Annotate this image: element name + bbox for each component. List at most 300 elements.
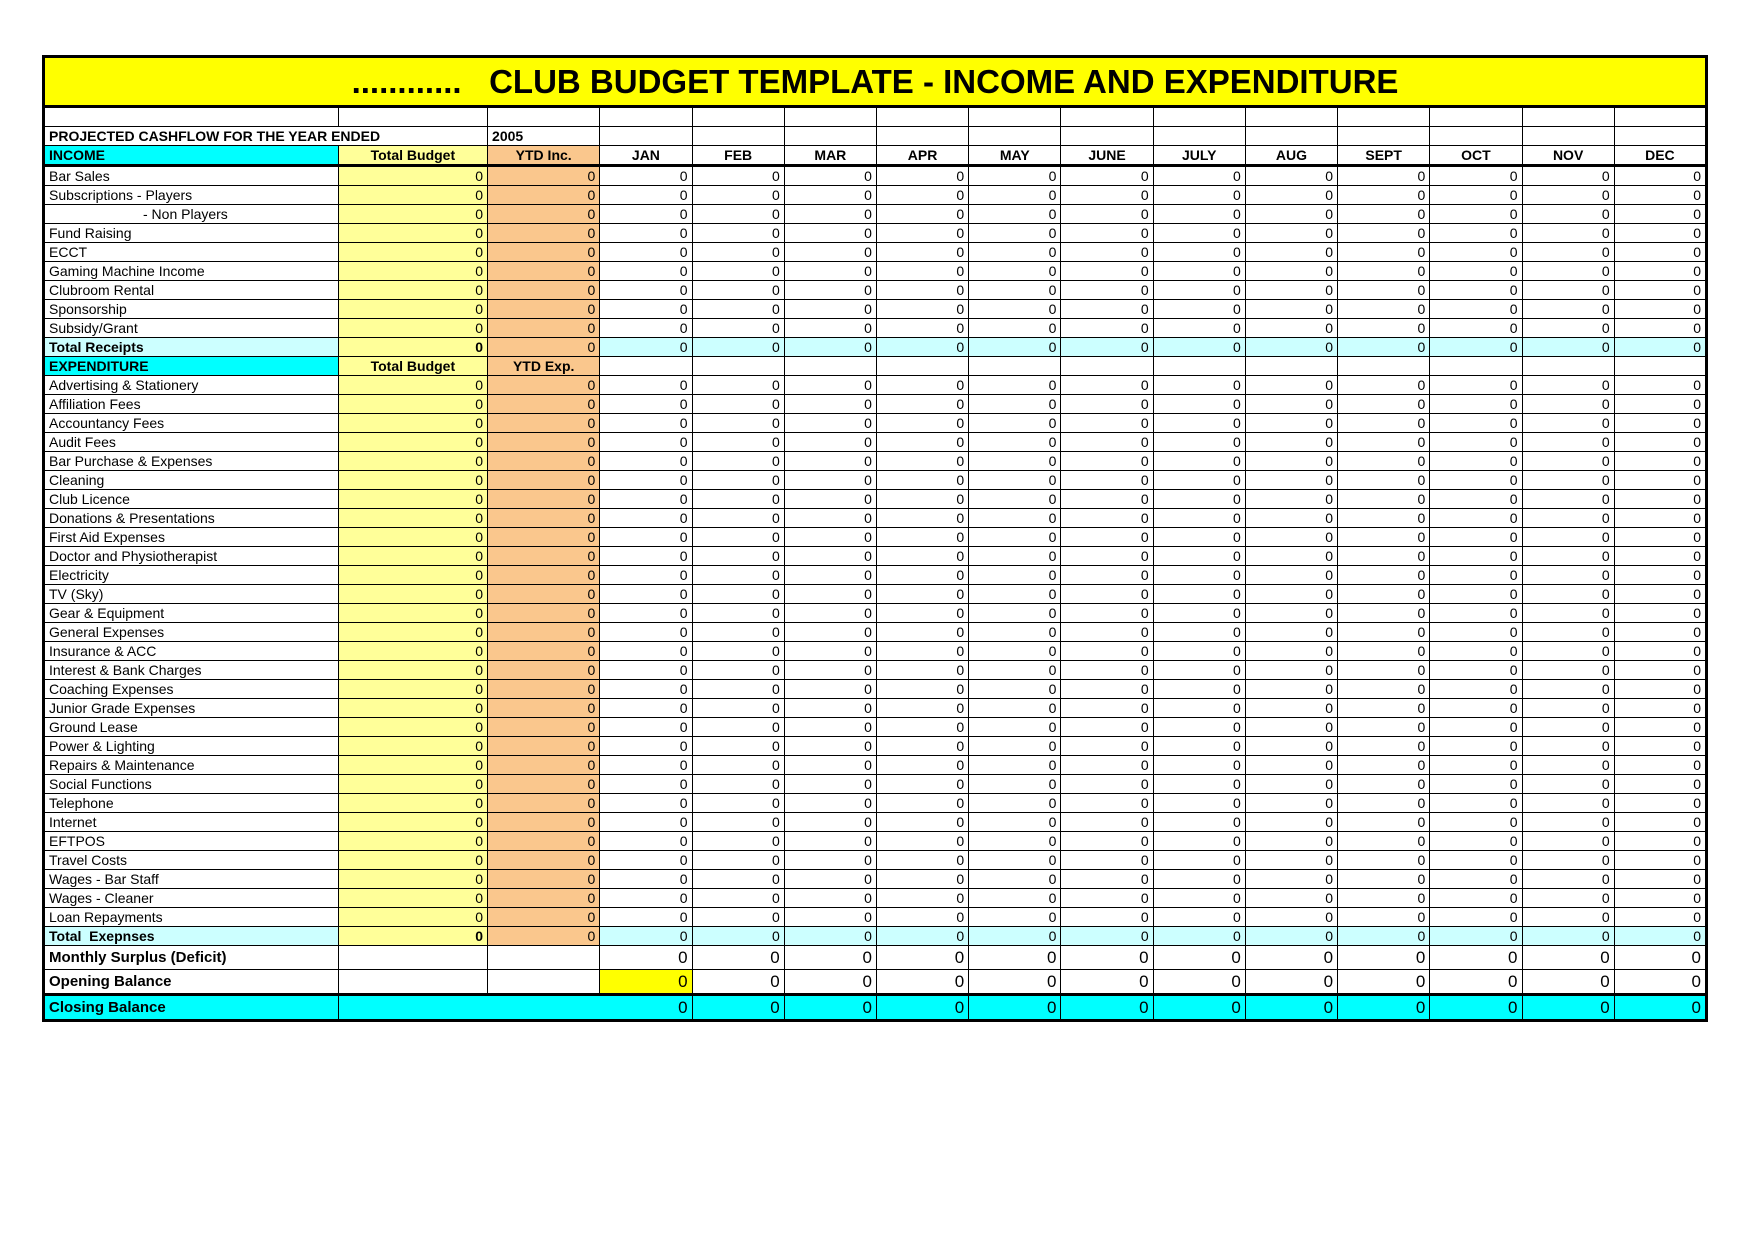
month-cell[interactable]: 0 xyxy=(1614,547,1706,566)
empty-cell[interactable] xyxy=(876,127,968,146)
month-cell[interactable]: 0 xyxy=(1430,775,1522,794)
month-cell[interactable]: 0 xyxy=(692,775,784,794)
month-cell[interactable]: 0 xyxy=(1338,281,1430,300)
budget-cell[interactable]: 0 xyxy=(338,737,487,756)
month-cell[interactable]: 0 xyxy=(600,243,692,262)
month-cell[interactable]: 0 xyxy=(692,452,784,471)
budget-cell[interactable]: 0 xyxy=(338,471,487,490)
empty-cell[interactable] xyxy=(969,357,1061,376)
month-cell[interactable]: 0 xyxy=(876,604,968,623)
month-cell[interactable]: 0 xyxy=(1430,300,1522,319)
month-header-may[interactable]: MAY xyxy=(969,146,1061,166)
month-cell[interactable]: 0 xyxy=(1153,528,1245,547)
budget-cell[interactable]: 0 xyxy=(338,623,487,642)
month-cell[interactable]: 0 xyxy=(1430,414,1522,433)
month-cell[interactable]: 0 xyxy=(1245,889,1337,908)
month-cell[interactable]: 0 xyxy=(1061,756,1153,775)
month-cell[interactable]: 0 xyxy=(1430,870,1522,889)
month-cell[interactable]: 0 xyxy=(1522,604,1614,623)
month-cell[interactable]: 0 xyxy=(1153,908,1245,927)
month-cell[interactable]: 0 xyxy=(784,737,876,756)
month-cell[interactable]: 0 xyxy=(876,433,968,452)
budget-cell[interactable]: 0 xyxy=(338,433,487,452)
month-cell[interactable]: 0 xyxy=(1614,243,1706,262)
month-cell[interactable]: 0 xyxy=(1245,642,1337,661)
month-cell[interactable]: 0 xyxy=(1430,205,1522,224)
month-cell[interactable]: 0 xyxy=(1430,452,1522,471)
month-cell[interactable]: 0 xyxy=(1245,737,1337,756)
month-cell[interactable]: 0 xyxy=(784,718,876,737)
budget-cell[interactable]: 0 xyxy=(338,851,487,870)
month-cell[interactable]: 0 xyxy=(600,661,692,680)
empty-cell[interactable] xyxy=(784,127,876,146)
closing-balance-month-cell[interactable]: 0 xyxy=(1522,995,1614,1021)
month-header-june[interactable]: JUNE xyxy=(1061,146,1153,166)
month-cell[interactable]: 0 xyxy=(1061,319,1153,338)
month-cell[interactable]: 0 xyxy=(1153,300,1245,319)
month-cell[interactable]: 0 xyxy=(1245,775,1337,794)
budget-cell[interactable]: 0 xyxy=(338,452,487,471)
month-cell[interactable]: 0 xyxy=(1245,528,1337,547)
month-cell[interactable]: 0 xyxy=(1338,186,1430,205)
month-cell[interactable]: 0 xyxy=(1522,186,1614,205)
month-cell[interactable]: 0 xyxy=(784,908,876,927)
spacer-cell[interactable] xyxy=(876,107,968,127)
month-cell[interactable]: 0 xyxy=(1430,433,1522,452)
month-cell[interactable]: 0 xyxy=(1061,813,1153,832)
month-cell[interactable]: 0 xyxy=(692,205,784,224)
expenditure-section-header[interactable]: EXPENDITURE xyxy=(44,357,339,376)
month-cell[interactable]: 0 xyxy=(1061,509,1153,528)
month-header-dec[interactable]: DEC xyxy=(1614,146,1706,166)
month-cell[interactable]: 0 xyxy=(969,680,1061,699)
month-cell[interactable]: 0 xyxy=(1522,813,1614,832)
month-cell[interactable]: 0 xyxy=(1061,376,1153,395)
month-cell[interactable]: 0 xyxy=(1522,908,1614,927)
month-cell[interactable]: 0 xyxy=(1153,661,1245,680)
ytd-cell[interactable]: 0 xyxy=(488,205,600,224)
month-cell[interactable]: 0 xyxy=(876,699,968,718)
title-cell[interactable]: ............ CLUB BUDGET TEMPLATE - INCOME AND EXPENDITURE xyxy=(42,55,1708,105)
month-cell[interactable]: 0 xyxy=(1245,794,1337,813)
month-cell[interactable]: 0 xyxy=(1245,376,1337,395)
month-cell[interactable]: 0 xyxy=(692,889,784,908)
month-cell[interactable]: 0 xyxy=(876,395,968,414)
month-cell[interactable]: 0 xyxy=(784,509,876,528)
month-cell[interactable]: 0 xyxy=(1614,166,1706,186)
month-cell[interactable]: 0 xyxy=(969,642,1061,661)
month-cell[interactable]: 0 xyxy=(600,756,692,775)
month-cell[interactable]: 0 xyxy=(1061,224,1153,243)
month-header-nov[interactable]: NOV xyxy=(1522,146,1614,166)
total-budget-header[interactable]: Total Budget xyxy=(338,146,487,166)
monthly-surplus-month-cell[interactable]: 0 xyxy=(1061,946,1153,970)
month-cell[interactable]: 0 xyxy=(1245,300,1337,319)
month-cell[interactable]: 0 xyxy=(600,433,692,452)
total-expenses-month-cell[interactable]: 0 xyxy=(1245,927,1337,946)
total-receipts-budget-cell[interactable]: 0 xyxy=(338,338,487,357)
month-cell[interactable]: 0 xyxy=(692,699,784,718)
empty-cell[interactable] xyxy=(1061,357,1153,376)
month-cell[interactable]: 0 xyxy=(1614,471,1706,490)
month-cell[interactable]: 0 xyxy=(1338,623,1430,642)
month-cell[interactable]: 0 xyxy=(876,319,968,338)
month-cell[interactable]: 0 xyxy=(876,813,968,832)
month-cell[interactable]: 0 xyxy=(969,319,1061,338)
month-cell[interactable]: 0 xyxy=(969,547,1061,566)
empty-cell[interactable] xyxy=(876,357,968,376)
monthly-surplus-month-cell[interactable]: 0 xyxy=(692,946,784,970)
month-cell[interactable]: 0 xyxy=(692,832,784,851)
month-cell[interactable]: 0 xyxy=(1522,889,1614,908)
month-cell[interactable]: 0 xyxy=(969,737,1061,756)
empty-cell[interactable] xyxy=(338,970,487,995)
month-cell[interactable]: 0 xyxy=(1430,376,1522,395)
ytd-cell[interactable]: 0 xyxy=(488,794,600,813)
month-cell[interactable]: 0 xyxy=(1338,547,1430,566)
budget-cell[interactable]: 0 xyxy=(338,908,487,927)
month-cell[interactable]: 0 xyxy=(1245,319,1337,338)
month-cell[interactable]: 0 xyxy=(784,166,876,186)
month-cell[interactable]: 0 xyxy=(784,528,876,547)
total-receipts-month-cell[interactable]: 0 xyxy=(1061,338,1153,357)
month-cell[interactable]: 0 xyxy=(1061,661,1153,680)
month-cell[interactable]: 0 xyxy=(1153,281,1245,300)
month-cell[interactable]: 0 xyxy=(1153,414,1245,433)
month-cell[interactable]: 0 xyxy=(1338,566,1430,585)
month-cell[interactable]: 0 xyxy=(1061,300,1153,319)
month-cell[interactable]: 0 xyxy=(600,775,692,794)
income-row-label[interactable]: Fund Raising xyxy=(44,224,339,243)
opening-balance-month-cell[interactable]: 0 xyxy=(1522,970,1614,995)
ytd-cell[interactable]: 0 xyxy=(488,509,600,528)
month-cell[interactable]: 0 xyxy=(1153,889,1245,908)
month-cell[interactable]: 0 xyxy=(600,585,692,604)
ytd-cell[interactable]: 0 xyxy=(488,224,600,243)
month-cell[interactable]: 0 xyxy=(692,166,784,186)
month-cell[interactable]: 0 xyxy=(1153,224,1245,243)
ytd-cell[interactable]: 0 xyxy=(488,604,600,623)
month-cell[interactable]: 0 xyxy=(1061,547,1153,566)
month-cell[interactable]: 0 xyxy=(1061,585,1153,604)
month-cell[interactable]: 0 xyxy=(1061,642,1153,661)
month-cell[interactable]: 0 xyxy=(600,737,692,756)
ytd-cell[interactable]: 0 xyxy=(488,262,600,281)
empty-cell[interactable] xyxy=(1245,357,1337,376)
month-cell[interactable]: 0 xyxy=(1614,395,1706,414)
month-cell[interactable]: 0 xyxy=(1430,642,1522,661)
month-cell[interactable]: 0 xyxy=(1153,490,1245,509)
month-cell[interactable]: 0 xyxy=(784,224,876,243)
closing-balance-month-cell[interactable]: 0 xyxy=(876,995,968,1021)
month-cell[interactable]: 0 xyxy=(1061,699,1153,718)
month-cell[interactable]: 0 xyxy=(876,243,968,262)
month-cell[interactable]: 0 xyxy=(1061,262,1153,281)
month-cell[interactable]: 0 xyxy=(1061,528,1153,547)
month-cell[interactable]: 0 xyxy=(969,452,1061,471)
spacer-cell[interactable] xyxy=(1430,107,1522,127)
month-cell[interactable]: 0 xyxy=(1338,414,1430,433)
month-cell[interactable]: 0 xyxy=(1338,243,1430,262)
empty-cell[interactable] xyxy=(1522,127,1614,146)
spacer-cell[interactable] xyxy=(692,107,784,127)
empty-cell[interactable] xyxy=(600,127,692,146)
month-cell[interactable]: 0 xyxy=(1522,566,1614,585)
month-cell[interactable]: 0 xyxy=(1061,623,1153,642)
month-cell[interactable]: 0 xyxy=(1522,775,1614,794)
empty-cell[interactable] xyxy=(1338,127,1430,146)
month-cell[interactable]: 0 xyxy=(1061,737,1153,756)
month-cell[interactable]: 0 xyxy=(1614,889,1706,908)
month-cell[interactable]: 0 xyxy=(692,186,784,205)
budget-cell[interactable]: 0 xyxy=(338,224,487,243)
monthly-surplus-month-cell[interactable]: 0 xyxy=(784,946,876,970)
month-cell[interactable]: 0 xyxy=(600,699,692,718)
month-cell[interactable]: 0 xyxy=(1430,737,1522,756)
month-cell[interactable]: 0 xyxy=(784,870,876,889)
month-cell[interactable]: 0 xyxy=(1061,395,1153,414)
month-cell[interactable]: 0 xyxy=(1061,433,1153,452)
monthly-surplus-month-cell[interactable]: 0 xyxy=(1614,946,1706,970)
expense-row-label[interactable]: Electricity xyxy=(44,566,339,585)
opening-balance-month-cell[interactable]: 0 xyxy=(876,970,968,995)
ytd-cell[interactable]: 0 xyxy=(488,243,600,262)
month-cell[interactable]: 0 xyxy=(692,737,784,756)
spacer-cell[interactable] xyxy=(1153,107,1245,127)
month-cell[interactable]: 0 xyxy=(1153,395,1245,414)
ytd-cell[interactable]: 0 xyxy=(488,661,600,680)
month-cell[interactable]: 0 xyxy=(1061,414,1153,433)
month-cell[interactable]: 0 xyxy=(1614,490,1706,509)
month-cell[interactable]: 0 xyxy=(1245,166,1337,186)
expense-row-label[interactable]: Doctor and Physiotherapist xyxy=(44,547,339,566)
month-cell[interactable]: 0 xyxy=(692,756,784,775)
month-cell[interactable]: 0 xyxy=(969,889,1061,908)
month-cell[interactable]: 0 xyxy=(1614,870,1706,889)
budget-cell[interactable]: 0 xyxy=(338,794,487,813)
month-cell[interactable]: 0 xyxy=(784,262,876,281)
budget-cell[interactable]: 0 xyxy=(338,376,487,395)
month-cell[interactable]: 0 xyxy=(600,319,692,338)
expense-row-label[interactable]: Audit Fees xyxy=(44,433,339,452)
budget-cell[interactable]: 0 xyxy=(338,813,487,832)
month-cell[interactable]: 0 xyxy=(1153,471,1245,490)
budget-cell[interactable]: 0 xyxy=(338,642,487,661)
total-expenses-month-cell[interactable]: 0 xyxy=(1522,927,1614,946)
closing-balance-month-cell[interactable]: 0 xyxy=(692,995,784,1021)
month-cell[interactable]: 0 xyxy=(1614,737,1706,756)
month-cell[interactable]: 0 xyxy=(1614,528,1706,547)
month-cell[interactable]: 0 xyxy=(1614,832,1706,851)
ytd-cell[interactable]: 0 xyxy=(488,528,600,547)
expense-row-label[interactable]: First Aid Expenses xyxy=(44,528,339,547)
month-cell[interactable]: 0 xyxy=(1430,471,1522,490)
month-cell[interactable]: 0 xyxy=(1245,281,1337,300)
budget-cell[interactable]: 0 xyxy=(338,414,487,433)
closing-balance-month-cell[interactable]: 0 xyxy=(1153,995,1245,1021)
month-cell[interactable]: 0 xyxy=(692,414,784,433)
ytd-cell[interactable]: 0 xyxy=(488,718,600,737)
expense-row-label[interactable]: Insurance & ACC xyxy=(44,642,339,661)
month-cell[interactable]: 0 xyxy=(1061,680,1153,699)
month-cell[interactable]: 0 xyxy=(969,262,1061,281)
month-cell[interactable]: 0 xyxy=(692,509,784,528)
month-cell[interactable]: 0 xyxy=(784,547,876,566)
budget-cell[interactable]: 0 xyxy=(338,718,487,737)
month-cell[interactable]: 0 xyxy=(1245,680,1337,699)
month-cell[interactable]: 0 xyxy=(1245,718,1337,737)
month-cell[interactable]: 0 xyxy=(1522,870,1614,889)
ytd-cell[interactable]: 0 xyxy=(488,756,600,775)
month-cell[interactable]: 0 xyxy=(1153,870,1245,889)
total-expenses-month-cell[interactable]: 0 xyxy=(876,927,968,946)
total-expenses-label[interactable]: Total Exepnses xyxy=(44,927,339,946)
year-cell[interactable]: 2005 xyxy=(488,127,600,146)
month-cell[interactable]: 0 xyxy=(692,680,784,699)
total-expenses-month-cell[interactable]: 0 xyxy=(784,927,876,946)
month-cell[interactable]: 0 xyxy=(1061,870,1153,889)
month-cell[interactable]: 0 xyxy=(1245,452,1337,471)
month-cell[interactable]: 0 xyxy=(600,832,692,851)
month-cell[interactable]: 0 xyxy=(692,300,784,319)
monthly-surplus-month-cell[interactable]: 0 xyxy=(969,946,1061,970)
month-cell[interactable]: 0 xyxy=(969,832,1061,851)
month-cell[interactable]: 0 xyxy=(692,623,784,642)
month-cell[interactable]: 0 xyxy=(1614,680,1706,699)
total-receipts-month-cell[interactable]: 0 xyxy=(692,338,784,357)
month-cell[interactable]: 0 xyxy=(1061,718,1153,737)
month-cell[interactable]: 0 xyxy=(969,186,1061,205)
month-cell[interactable]: 0 xyxy=(1338,528,1430,547)
month-cell[interactable]: 0 xyxy=(1153,680,1245,699)
month-cell[interactable]: 0 xyxy=(692,642,784,661)
month-cell[interactable]: 0 xyxy=(600,205,692,224)
month-cell[interactable]: 0 xyxy=(1061,851,1153,870)
month-cell[interactable]: 0 xyxy=(876,661,968,680)
spacer-cell[interactable] xyxy=(44,107,339,127)
month-cell[interactable]: 0 xyxy=(692,547,784,566)
month-cell[interactable]: 0 xyxy=(1614,756,1706,775)
total-receipts-month-cell[interactable]: 0 xyxy=(1338,338,1430,357)
month-cell[interactable]: 0 xyxy=(1430,908,1522,927)
month-cell[interactable]: 0 xyxy=(1153,186,1245,205)
empty-cell[interactable] xyxy=(1245,127,1337,146)
month-cell[interactable]: 0 xyxy=(969,300,1061,319)
ytd-cell[interactable]: 0 xyxy=(488,566,600,585)
month-cell[interactable]: 0 xyxy=(1061,604,1153,623)
month-cell[interactable]: 0 xyxy=(1153,452,1245,471)
month-cell[interactable]: 0 xyxy=(600,547,692,566)
month-cell[interactable]: 0 xyxy=(876,832,968,851)
spacer-cell[interactable] xyxy=(969,107,1061,127)
expense-row-label[interactable]: Bar Purchase & Expenses xyxy=(44,452,339,471)
month-cell[interactable]: 0 xyxy=(1338,205,1430,224)
month-cell[interactable]: 0 xyxy=(969,604,1061,623)
month-cell[interactable]: 0 xyxy=(1245,699,1337,718)
month-cell[interactable]: 0 xyxy=(876,642,968,661)
ytd-cell[interactable]: 0 xyxy=(488,813,600,832)
empty-cell[interactable] xyxy=(488,946,600,970)
closing-balance-month-cell[interactable]: 0 xyxy=(1245,995,1337,1021)
ytd-cell[interactable]: 0 xyxy=(488,433,600,452)
budget-cell[interactable]: 0 xyxy=(338,756,487,775)
month-header-feb[interactable]: FEB xyxy=(692,146,784,166)
total-expenses-ytd-cell[interactable]: 0 xyxy=(488,927,600,946)
monthly-surplus-month-cell[interactable]: 0 xyxy=(876,946,968,970)
month-cell[interactable]: 0 xyxy=(600,452,692,471)
month-cell[interactable]: 0 xyxy=(1430,756,1522,775)
budget-cell[interactable]: 0 xyxy=(338,547,487,566)
income-row-label[interactable]: Clubroom Rental xyxy=(44,281,339,300)
month-cell[interactable]: 0 xyxy=(1614,566,1706,585)
budget-cell[interactable]: 0 xyxy=(338,166,487,186)
month-cell[interactable]: 0 xyxy=(1614,699,1706,718)
month-cell[interactable]: 0 xyxy=(1522,794,1614,813)
budget-cell[interactable]: 0 xyxy=(338,566,487,585)
month-cell[interactable]: 0 xyxy=(1430,699,1522,718)
month-cell[interactable]: 0 xyxy=(1522,395,1614,414)
total-expenses-month-cell[interactable]: 0 xyxy=(1430,927,1522,946)
budget-cell[interactable]: 0 xyxy=(338,186,487,205)
total-expenses-month-cell[interactable]: 0 xyxy=(1061,927,1153,946)
month-cell[interactable]: 0 xyxy=(600,281,692,300)
month-cell[interactable]: 0 xyxy=(1338,433,1430,452)
opening-balance-month-cell[interactable]: 0 xyxy=(1614,970,1706,995)
month-cell[interactable]: 0 xyxy=(692,870,784,889)
month-cell[interactable]: 0 xyxy=(876,680,968,699)
month-cell[interactable]: 0 xyxy=(784,623,876,642)
month-cell[interactable]: 0 xyxy=(969,205,1061,224)
month-cell[interactable]: 0 xyxy=(600,224,692,243)
month-cell[interactable]: 0 xyxy=(600,395,692,414)
month-cell[interactable]: 0 xyxy=(876,775,968,794)
month-cell[interactable]: 0 xyxy=(600,471,692,490)
month-cell[interactable]: 0 xyxy=(1614,186,1706,205)
ytd-cell[interactable]: 0 xyxy=(488,699,600,718)
month-cell[interactable]: 0 xyxy=(784,319,876,338)
month-cell[interactable]: 0 xyxy=(1153,205,1245,224)
month-cell[interactable]: 0 xyxy=(692,319,784,338)
month-cell[interactable]: 0 xyxy=(692,262,784,281)
month-cell[interactable]: 0 xyxy=(784,566,876,585)
month-cell[interactable]: 0 xyxy=(692,281,784,300)
month-cell[interactable]: 0 xyxy=(969,471,1061,490)
month-cell[interactable]: 0 xyxy=(1338,585,1430,604)
month-cell[interactable]: 0 xyxy=(1061,889,1153,908)
month-cell[interactable]: 0 xyxy=(784,756,876,775)
closing-balance-label[interactable]: Closing Balance xyxy=(44,995,339,1021)
opening-balance-month-cell[interactable]: 0 xyxy=(1430,970,1522,995)
month-cell[interactable]: 0 xyxy=(969,395,1061,414)
month-cell[interactable]: 0 xyxy=(969,166,1061,186)
month-cell[interactable]: 0 xyxy=(1245,490,1337,509)
month-cell[interactable]: 0 xyxy=(1430,490,1522,509)
budget-cell[interactable]: 0 xyxy=(338,490,487,509)
spacer-cell[interactable] xyxy=(784,107,876,127)
expense-row-label[interactable]: Interest & Bank Charges xyxy=(44,661,339,680)
month-cell[interactable]: 0 xyxy=(784,794,876,813)
income-section-header[interactable]: INCOME xyxy=(44,146,339,166)
month-cell[interactable]: 0 xyxy=(969,851,1061,870)
month-cell[interactable]: 0 xyxy=(1430,528,1522,547)
month-cell[interactable]: 0 xyxy=(1522,300,1614,319)
budget-cell[interactable]: 0 xyxy=(338,281,487,300)
empty-cell[interactable] xyxy=(1430,127,1522,146)
month-cell[interactable]: 0 xyxy=(1430,186,1522,205)
month-cell[interactable]: 0 xyxy=(969,813,1061,832)
month-cell[interactable]: 0 xyxy=(600,813,692,832)
empty-cell[interactable] xyxy=(784,357,876,376)
